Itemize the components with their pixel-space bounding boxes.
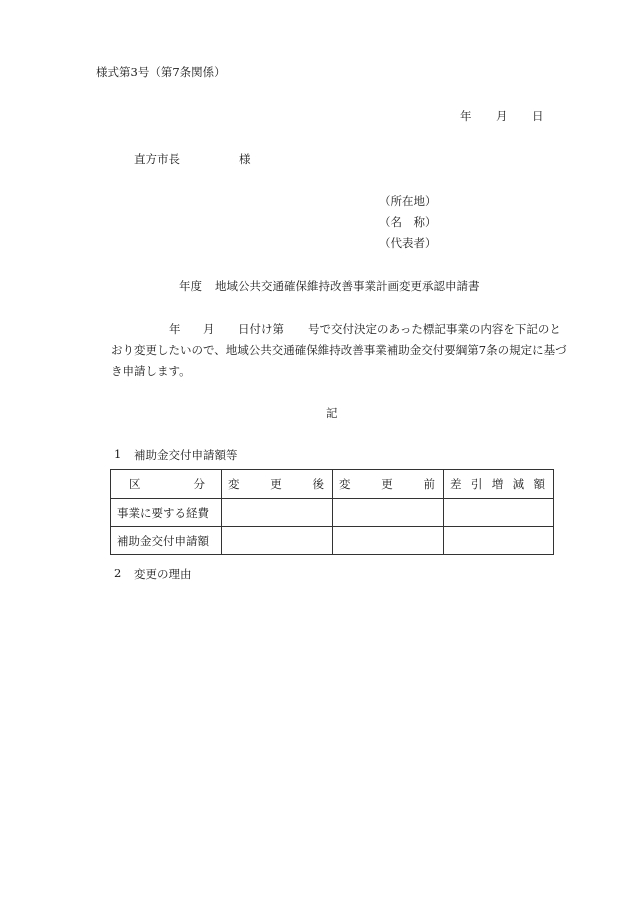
notes-heading: 記: [326, 406, 338, 420]
title-year-label: 年度: [179, 279, 202, 293]
cell-after: [222, 499, 333, 527]
applicant-representative-label: （代表者）: [379, 236, 437, 250]
table-header-row: [111, 470, 554, 499]
header-difference: 差 引 増 減 額: [444, 470, 554, 499]
addressee-name: 直方市長: [134, 152, 180, 166]
applicant-name-label: （名 称）: [379, 215, 437, 229]
section2-number: 2: [114, 566, 122, 580]
body-line2: おり変更したいので、地域公共交通確保維持改善事業補助金交付要綱第7条の規定に基づ: [111, 343, 567, 357]
section1-title: 補助金交付申請額等: [134, 448, 238, 462]
cell-diff: [444, 527, 554, 555]
table-row: [111, 527, 554, 555]
body-year: 年: [169, 322, 181, 336]
table-row: [111, 499, 554, 527]
body-line3: き申請します。: [111, 364, 191, 378]
applicant-address-label: （所在地）: [379, 194, 437, 208]
addressee-honorific: 様: [239, 152, 251, 166]
header-before-change: 変 更 前: [333, 470, 444, 499]
date-year-label: 年: [460, 109, 472, 123]
section1-number: 1: [114, 447, 122, 461]
cell-after: [222, 527, 333, 555]
body-day: 日付け第: [238, 322, 284, 336]
date-month-label: 月: [496, 109, 508, 123]
row-label-project-cost: 事業に要する経費: [111, 499, 222, 527]
section2-title: 変更の理由: [134, 567, 192, 581]
header-category: 区 分: [111, 470, 222, 499]
form-number: 様式第3号（第7条関係）: [96, 65, 226, 79]
header-after-change: 変 更 後: [222, 470, 333, 499]
body-month: 月: [203, 322, 215, 336]
row-label-grant-amount: 補助金交付申請額: [111, 527, 222, 555]
cell-before: [333, 499, 444, 527]
cell-before: [333, 527, 444, 555]
grant-amount-table: [110, 469, 554, 555]
body-line1-rest: 号で交付決定のあった標記事業の内容を下記のと: [308, 322, 561, 336]
cell-diff: [444, 499, 554, 527]
date-day-label: 日: [532, 109, 544, 123]
document-title: 地域公共交通確保維持改善事業計画変更承認申請書: [215, 279, 480, 293]
